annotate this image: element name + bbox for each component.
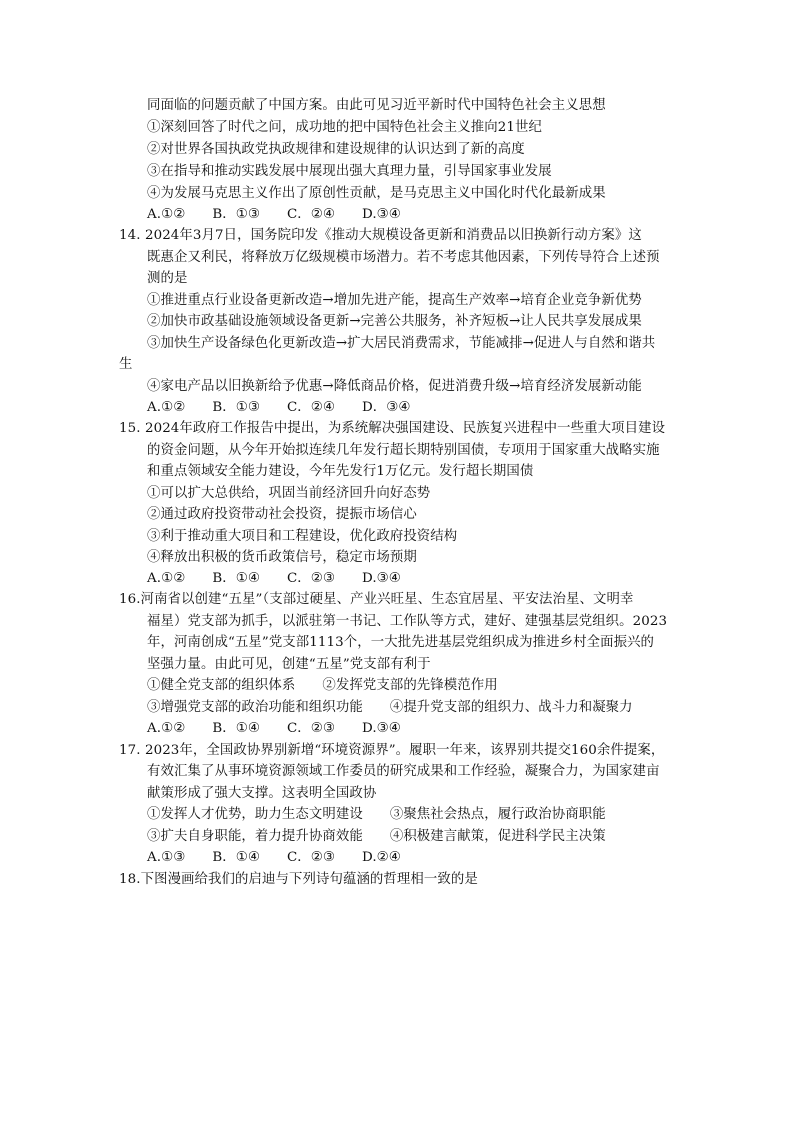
q16-stem-line-2: 福星）党支部为抓手，以派驻第一书记、工作队等方式，建好、建强基层党组织。2023 <box>147 614 668 629</box>
q15-statement-3: ③利于推动重大项目和工程建设，优化政府投资结构 <box>147 529 458 544</box>
q16-options: A.①② B．①④ C．②③ D.③④ <box>147 721 401 736</box>
q14-stem-line-2: 既惠企又利民，将释放万亿级规模市场潜力。若不考虑其他因素，下列传导符合上述预 <box>147 250 660 265</box>
q13-statement-1: ①深刻回答了时代之问，成功地的把中国特色社会主义推向21世纪 <box>147 120 542 135</box>
q14-stem: 14. 2024年3月7日，国务院印发《推动大规模设备更新和消费品以旧换新行动方案》这 <box>119 228 642 243</box>
q16-stem-line-3: 年，河南创成“五星”党支部1113个，一大批先进基层党组织成为推进乡村全面振兴的 <box>147 635 655 650</box>
q16-statements-3-4: ③增强党支部的政治功能和组织功能 ④提升党支部的组织力、战斗力和凝聚力 <box>147 700 633 715</box>
q13-options: A.①② B．①③ C．②④ D.③④ <box>147 207 401 222</box>
q13-stem-continuation: 同面临的问题贡献了中国方案。由此可见习近平新时代中国特色社会主义思想 <box>147 98 606 113</box>
q13-statement-3: ③在指导和推动实践发展中展现出强大真理力量，引导国家事业发展 <box>147 164 552 179</box>
q13-statement-4: ④为发展马克思主义作出了原创性贡献，是马克思主义中国化时代化最新成果 <box>147 186 606 201</box>
q15-options: A.①② B．①④ C．②③ D.③④ <box>147 571 401 586</box>
q14-statement-3: ③加快生产设备绿色化更新改造→扩大居民消费需求，节能减排→促进人与自然和谐共 <box>147 336 656 351</box>
q17-stem: 17. 2023年，全国政协界别新增“环境资源界”。履职一年来，该界别共提交160余件提案， <box>119 743 665 758</box>
q15-statement-4: ④释放出积极的货币政策信号，稳定市场预期 <box>147 550 417 565</box>
q16-stem: 16.河南省以创建“五星”（支部过硬星、产业兴旺星、生态宜居星、平安法治星、文明幸 <box>119 592 634 607</box>
q15-stem-line-3: 和重点领域安全能力建设，今年先发行1万亿元。发行超长期国债 <box>147 464 534 479</box>
q16-statements-1-2: ①健全党支部的组织体系 ②发挥党支部的先锋模范作用 <box>147 678 498 693</box>
q14-statement-1: ①推进重点行业设备更新改造→增加先进产能，提高生产效率→培育企业竞争新优势 <box>147 293 642 308</box>
q15-statement-2: ②通过政府投资带动社会投资，提振市场信心 <box>147 507 417 522</box>
q17-statements-3-4: ③扩夫自身职能，着力提升协商效能 ④积极建言献策，促进科学民主决策 <box>147 829 606 844</box>
q13-statement-2: ②对世界各国执政党执政规律和建设规律的认识达到了新的高度 <box>147 142 525 157</box>
q14-statement-3-wrap: 生 <box>119 357 133 372</box>
q18-stem: 18.下图漫画给我们的启迪与下列诗句蕴涵的哲理相一致的是 <box>119 872 478 887</box>
q14-stem-line-3: 测的是 <box>147 271 188 286</box>
q15-stem-line-2: 的资金问题，从今年开始拟连续几年发行超长期特别国债，专项用于国家重大战略实施 <box>147 443 660 458</box>
q17-stem-line-2: 有效汇集了从事环境资源领域工作委员的研究成果和工作经验，凝聚合力，为国家建亩 <box>147 764 660 779</box>
q17-stem-line-3: 献策形成了强大支撑。这表明全国政协 <box>147 786 377 801</box>
q15-stem: 15. 2024年政府工作报告中提出，为系统解决强国建设、民族复兴进程中一些重大项目建设 <box>119 421 666 436</box>
q15-statement-1: ①可以扩大总供给，巩固当前经济回升向好态势 <box>147 486 431 501</box>
q16-stem-line-4: 坚强力量。由此可见，创建“五星”党支部有利于 <box>147 657 431 672</box>
q17-options: A.①③ B．①④ C．②③ D.②④ <box>147 850 401 865</box>
q14-statement-4: ④家电产品以旧换新给予优惠→降低商品价格，促进消费升级→培育经济发展新动能 <box>147 379 642 394</box>
q14-options: A.①② B．①③ C．②④ D．③④ <box>147 400 411 415</box>
q17-statements-1-2: ①发挥人才优势，助力生态文明建设 ③聚焦社会热点，履行政治协商职能 <box>147 807 606 822</box>
q14-statement-2: ②加快市政基础设施领域设备更新→完善公共服务，补齐短板→让人民共享发展成果 <box>147 314 642 329</box>
